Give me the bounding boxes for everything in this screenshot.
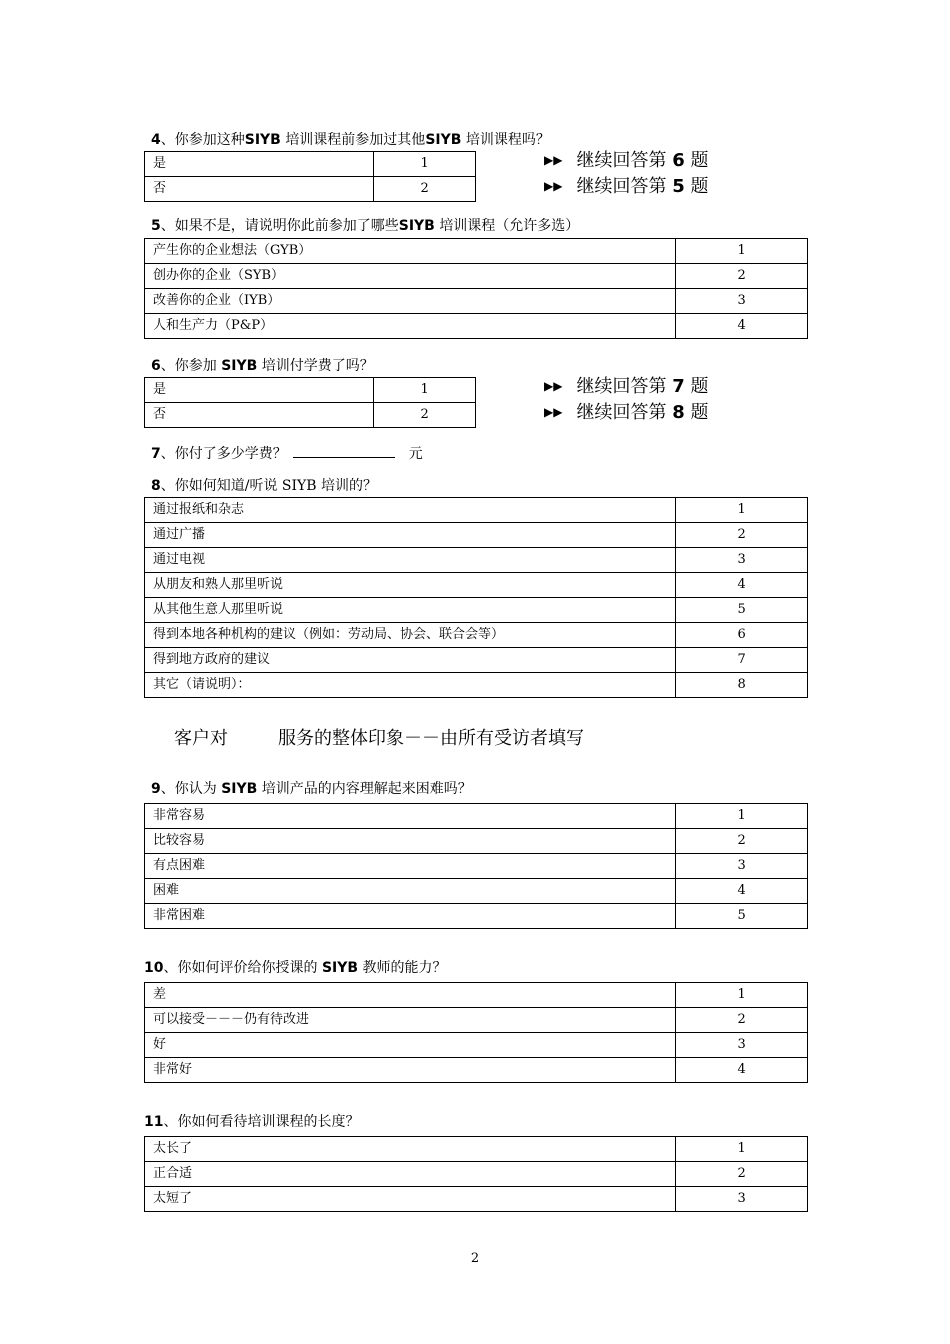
double-arrow-icon: ▶▶ — [544, 153, 563, 167]
option-label: 有点困难 — [145, 854, 676, 879]
option-code: 3 — [676, 1033, 808, 1058]
option-label: 非常困难 — [145, 904, 676, 929]
option-code: 4 — [676, 1058, 808, 1083]
option-label: 创办你的企业（SYB） — [145, 264, 676, 289]
option-code: 1 — [676, 239, 808, 264]
option-label: 得到本地各种机构的建议（例如：劳动局、协会、联合会等） — [145, 623, 676, 648]
option-row[interactable] — [145, 378, 476, 403]
option-label: 好 — [145, 1033, 676, 1058]
option-row[interactable] — [145, 904, 808, 929]
skip-instruction: ▶▶ 继续回答第 5 题 — [544, 176, 709, 197]
option-row[interactable] — [145, 239, 808, 264]
skip-instruction: ▶▶ 继续回答第 7 题 — [544, 376, 709, 397]
double-arrow-icon: ▶▶ — [544, 379, 563, 393]
option-label: 其它（请说明）： — [145, 673, 676, 698]
option-row[interactable] — [145, 1033, 808, 1058]
question-4-options — [144, 151, 476, 202]
option-code: 4 — [676, 573, 808, 598]
question-11-title: 11、你如何看待培训课程的长度？ — [144, 1114, 360, 1130]
option-label: 困难 — [145, 879, 676, 904]
option-label: 是 — [145, 378, 374, 403]
option-row[interactable] — [145, 314, 808, 339]
option-code: 2 — [676, 829, 808, 854]
question-9-options — [144, 803, 808, 929]
question-11-options — [144, 1136, 808, 1212]
option-row[interactable] — [145, 854, 808, 879]
option-code: 6 — [676, 623, 808, 648]
option-code: 1 — [676, 1137, 808, 1162]
option-code: 3 — [676, 548, 808, 573]
double-arrow-icon: ▶▶ — [544, 405, 563, 419]
option-label: 通过电视 — [145, 548, 676, 573]
option-row[interactable] — [145, 177, 476, 202]
option-row[interactable] — [145, 1008, 808, 1033]
option-label: 人和生产力（P&P） — [145, 314, 676, 339]
option-code: 2 — [374, 403, 476, 428]
question-10-options — [144, 982, 808, 1083]
option-row[interactable] — [145, 598, 808, 623]
option-code: 3 — [676, 1187, 808, 1212]
option-code: 5 — [676, 598, 808, 623]
option-row[interactable] — [145, 648, 808, 673]
option-label: 产生你的企业想法（GYB） — [145, 239, 676, 264]
option-code: 1 — [374, 378, 476, 403]
option-row[interactable] — [145, 673, 808, 698]
section-heading: 客户对 服务的整体印象－－由所有受访者填写 — [174, 728, 584, 749]
option-code: 2 — [676, 1008, 808, 1033]
option-label: 从其他生意人那里听说 — [145, 598, 676, 623]
option-row[interactable] — [145, 152, 476, 177]
option-row[interactable] — [145, 879, 808, 904]
option-label: 非常好 — [145, 1058, 676, 1083]
option-row[interactable] — [145, 1187, 808, 1212]
option-code: 8 — [676, 673, 808, 698]
option-row[interactable] — [145, 804, 808, 829]
option-row[interactable] — [145, 829, 808, 854]
page-number: 2 — [470, 1251, 480, 1266]
option-row[interactable] — [145, 983, 808, 1008]
option-label: 得到地方政府的建议 — [145, 648, 676, 673]
question-6-title: 6、你参加 SIYB 培训付学费了吗？ — [151, 358, 374, 374]
option-code: 4 — [676, 314, 808, 339]
option-code: 4 — [676, 879, 808, 904]
option-label: 通过广播 — [145, 523, 676, 548]
option-row[interactable] — [145, 573, 808, 598]
option-code: 1 — [676, 804, 808, 829]
option-code: 1 — [676, 498, 808, 523]
option-row[interactable] — [145, 548, 808, 573]
skip-instruction: ▶▶ 继续回答第 8 题 — [544, 402, 709, 423]
question-5-title: 5、如果不是，请说明你此前参加了哪些SIYB 培训课程（允许多选） — [151, 218, 580, 234]
option-row[interactable] — [145, 523, 808, 548]
question-5-options — [144, 238, 808, 339]
option-code: 3 — [676, 854, 808, 879]
option-label: 从朋友和熟人那里听说 — [145, 573, 676, 598]
question-8-options — [144, 497, 808, 698]
option-code: 2 — [374, 177, 476, 202]
option-code: 2 — [676, 264, 808, 289]
option-label: 可以接受－－－仍有待改进 — [145, 1008, 676, 1033]
option-label: 正合适 — [145, 1162, 676, 1187]
option-row[interactable] — [145, 1058, 808, 1083]
question-9-title: 9、你认为 SIYB 培训产品的内容理解起来困难吗？ — [151, 781, 472, 797]
fee-input-blank[interactable] — [293, 443, 395, 458]
option-label: 差 — [145, 983, 676, 1008]
option-row[interactable] — [145, 1162, 808, 1187]
question-10-title: 10、你如何评价给你授课的 SIYB 教师的能力？ — [144, 960, 447, 976]
option-row[interactable] — [145, 1137, 808, 1162]
option-code: 1 — [374, 152, 476, 177]
double-arrow-icon: ▶▶ — [544, 179, 563, 193]
option-row[interactable] — [145, 264, 808, 289]
question-4-title: 4、你参加这种SIYB 培训课程前参加过其他SIYB 培训课程吗？ — [151, 132, 550, 148]
question-6-options — [144, 377, 476, 428]
option-row[interactable] — [145, 498, 808, 523]
option-label: 否 — [145, 177, 374, 202]
option-code: 7 — [676, 648, 808, 673]
option-code: 2 — [676, 1162, 808, 1187]
option-row[interactable] — [145, 403, 476, 428]
option-label: 通过报纸和杂志 — [145, 498, 676, 523]
option-code: 1 — [676, 983, 808, 1008]
option-label: 比较容易 — [145, 829, 676, 854]
option-code: 3 — [676, 289, 808, 314]
option-row[interactable] — [145, 289, 808, 314]
option-label: 改善你的企业（IYB） — [145, 289, 676, 314]
option-label: 是 — [145, 152, 374, 177]
option-row[interactable] — [145, 623, 808, 648]
option-code: 2 — [676, 523, 808, 548]
question-7: 7、你付了多少学费？ 元 — [151, 443, 423, 463]
question-8-title: 8、你如何知道/听说 SIYB 培训的？ — [151, 478, 378, 494]
option-label: 否 — [145, 403, 374, 428]
option-label: 非常容易 — [145, 804, 676, 829]
option-label: 太长了 — [145, 1137, 676, 1162]
option-code: 5 — [676, 904, 808, 929]
option-label: 太短了 — [145, 1187, 676, 1212]
skip-instruction: ▶▶ 继续回答第 6 题 — [544, 150, 709, 171]
